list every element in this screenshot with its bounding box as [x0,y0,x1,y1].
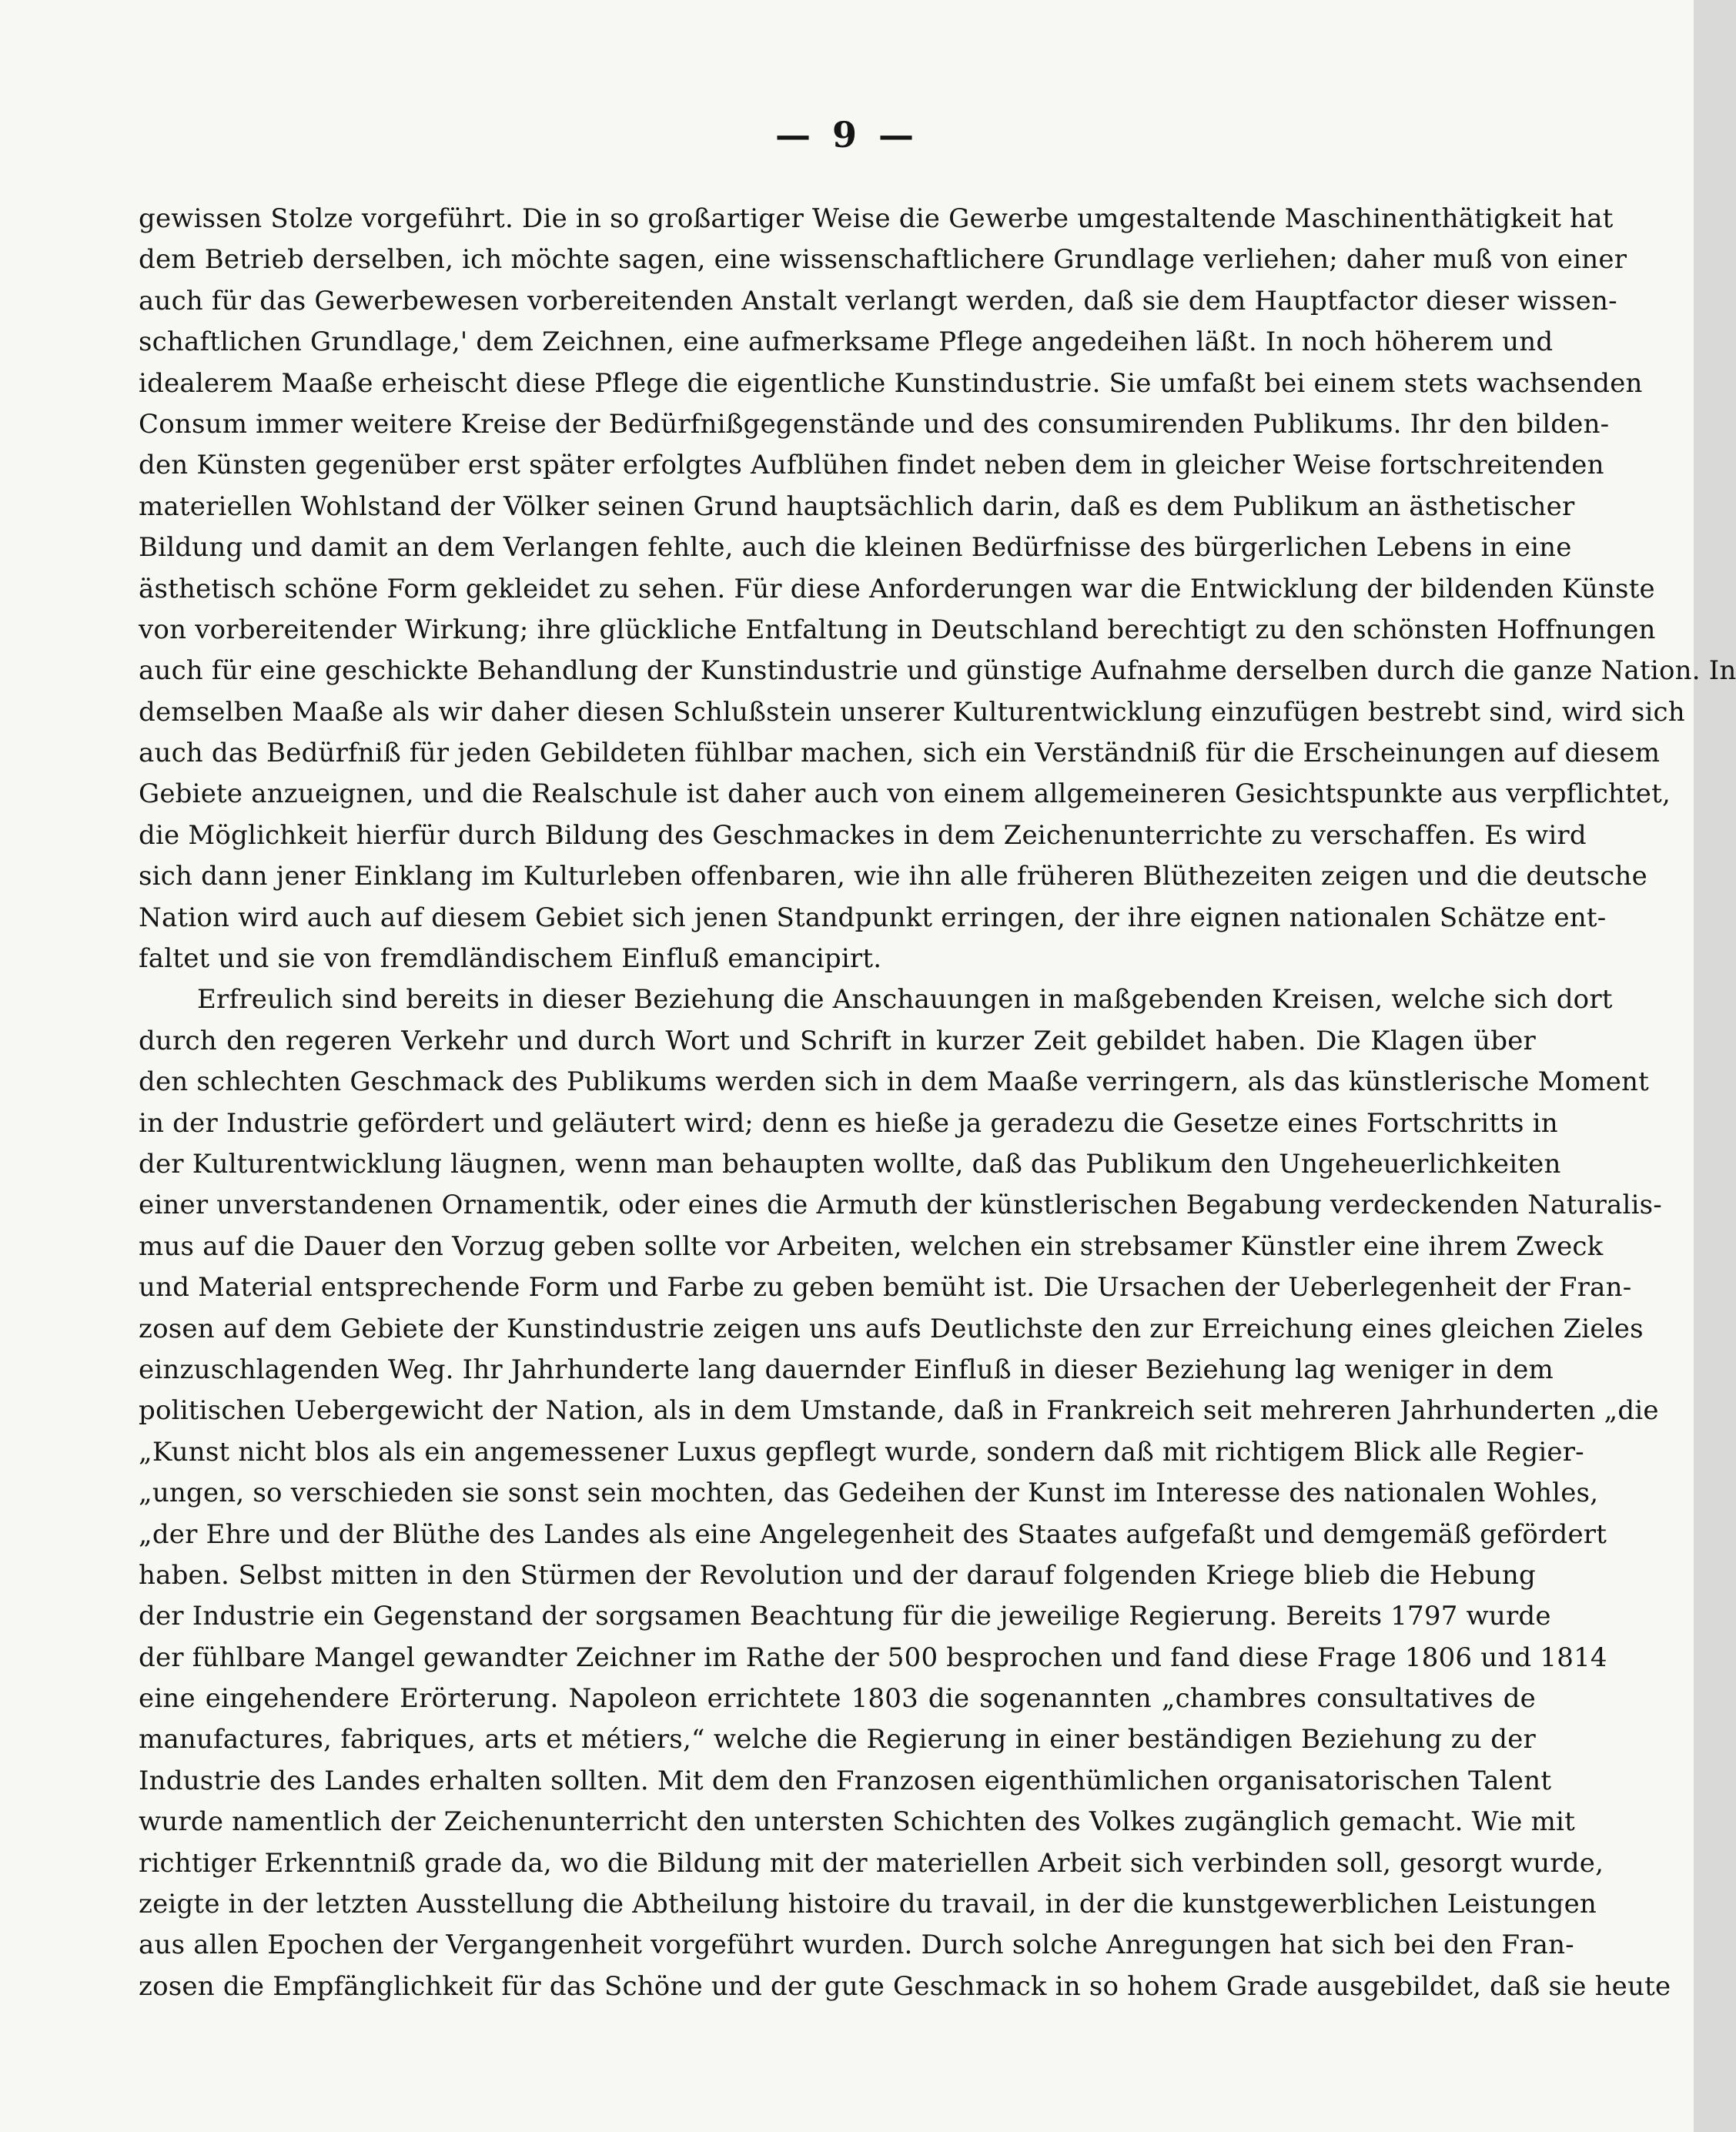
text-line: Nation wird auch auf diesem Gebiet sich jenen Standpunkt erringen, der ihre eignen nationalen Schätze ent- [139,902,1607,933]
body-text [139,199,1736,2007]
text-line: einer unverstandenen Ornamentik, oder eines die Armuth der künstlerischen Begabung verdeckenden Naturalis- [139,1190,1662,1221]
text-line: faltet und sie von fremdländischem Einfluß emancipirt. [139,943,882,975]
text-line: „Kunst nicht blos als ein angemessener Luxus gepflegt wurde, sondern daß mit richtigem Blick alle Regier- [139,1436,1584,1468]
text-line: zosen auf dem Gebiete der Kunstindustrie zeigen uns aufs Deutlichste den zur Erreichung eines gleichen Zieles [139,1313,1644,1344]
text-line: mus auf die Dauer den Vorzug geben sollte vor Arbeiten, welchen ein strebsamer Künstler eine ihrem Zweck [139,1230,1604,1262]
text-line: zeigte in der letzten Ausstellung die Abtheilung histoire du travail, in der die kunstgewerblichen Leistungen [139,1889,1597,1920]
text-line: von vorbereitender Wirkung; ihre glückliche Entfaltung in Deutschland berechtigt zu den schönsten Hoffnungen [139,614,1656,645]
text-line: haben. Selbst mitten in den Stürmen der Revolution und der darauf folgenden Kriege blieb die Hebung [139,1559,1536,1591]
page-number: — 9 — [774,114,919,156]
text-line: zosen die Empfänglichkeit für das Schöne und der gute Geschmack in so hohem Grade ausgebildet, daß sie heute [139,1970,1671,2002]
text-line: der fühlbare Mangel gewandter Zeichner im Rathe der 500 besprochen und fand diese Frage 1806 und 1814 [139,1642,1607,1673]
text-line: schaftlichen Grundlage,' dem Zeichnen, eine aufmerksame Pflege angedeihen läßt. In noch höherem und [139,326,1554,358]
text-line: auch für eine geschickte Behandlung der Kunstindustrie und günstige Aufnahme derselben durch die ganze Nation. In [139,655,1736,687]
text-line: eine eingehendere Erörterung. Napoleon errichtete 1803 die sogenannten „chambres consultatives de [139,1683,1536,1715]
text-line: den schlechten Geschmack des Publikums werden sich in dem Maaße verringern, als das künstlerische Moment [139,1066,1650,1098]
text-line: durch den regeren Verkehr und durch Wort und Schrift in kurzer Zeit gebildet haben. Die Klagen über [139,1025,1536,1056]
text-line: die Möglichkeit hierfür durch Bildung des Geschmackes in dem Zeichenunterrichte zu verschaffen. Es wird [139,819,1587,851]
text-line: manufactures, fabriques, arts et métiers,“ welche die Regierung in einer beständigen Beziehung zu der [139,1724,1536,1755]
text-line: Industrie des Landes erhalten sollten. Mit dem den Franzosen eigenthümlichen organisatorischen Talent [139,1765,1552,1796]
text-line: dem Betrieb derselben, ich möchte sagen, eine wissenschaftlichere Grundlage verliehen; daher muß von einer [139,244,1627,276]
text-line: „der Ehre und der Blüthe des Landes als eine Angelegenheit des Staates aufgefaßt und demgemäß gefördert [139,1518,1607,1550]
paragraph [139,979,1671,2007]
text-line: ästhetisch schöne Form gekleidet zu sehen. Für diese Anforderungen war die Entwicklung der bildenden Künste [139,573,1655,604]
text-line: auch das Bedürfniß für jeden Gebildeten fühlbar machen, sich ein Verständniß für die Erscheinungen auf diesem [139,738,1661,769]
text-line: idealerem Maaße erheischt diese Pflege die eigentliche Kunstindustrie. Sie umfaßt bei einem stets wachsenden [139,367,1643,399]
paragraph [139,199,1736,979]
text-line: auch für das Gewerbewesen vorbereitenden Anstalt verlangt werden, daß sie dem Hauptfactor dieser wissen- [139,285,1617,316]
text-line: einzuschlagenden Weg. Ihr Jahrhunderte lang dauernder Einfluß in dieser Beziehung lag weniger in dem [139,1354,1554,1385]
text-line: demselben Maaße als wir daher diesen Schlußstein unserer Kulturentwicklung einzufügen bestrebt sind, wird sich [139,696,1685,728]
text-line: gewissen Stolze vorgeführt. Die in so großartiger Weise die Gewerbe umgestaltende Maschinenthätigkeit hat [139,203,1614,234]
text-line: Consum immer weitere Kreise der Bedürfnißgegenstände und des consumirenden Publikums. Ihr den bilden- [139,408,1610,440]
text-line: Gebiete anzueignen, und die Realschule ist daher auch von einem allgemeineren Gesichtspunkte aus verpflichtet, [139,778,1671,810]
text-line: richtiger Erkenntniß grade da, wo die Bildung mit der materiellen Arbeit sich verbinden soll, gesorgt wurde, [139,1847,1604,1879]
text-line: aus allen Epochen der Vergangenheit vorgeführt wurden. Durch solche Anregungen hat sich bei den Fran- [139,1930,1574,1961]
text-line: den Künsten gegenüber erst später erfolgtes Aufblühen findet neben dem in gleicher Weise fortschreitenden [139,450,1604,481]
text-line: materiellen Wohlstand der Völker seinen Grund hauptsächlich darin, daß es dem Publikum an ästhetischer [139,490,1575,522]
text-line: Bildung und damit an dem Verlangen fehlte, auch die kleinen Bedürfnisse des bürgerlichen Lebens in eine [139,532,1572,564]
text-line: der Kulturentwicklung läugnen, wenn man behaupten wollte, daß das Publikum den Ungeheuerlichkeiten [139,1148,1561,1180]
text-line: und Material entsprechende Form und Farbe zu geben bemüht ist. Die Ursachen der Ueberlegenheit der Fran- [139,1272,1632,1304]
text-line: sich dann jener Einklang im Kulturleben offenbaren, wie ihn alle früheren Blüthezeiten zeigen und die deutsche [139,861,1647,892]
text-line: Erfreulich sind bereits in dieser Beziehung die Anschauungen in maßgebenden Kreisen, welche sich dort [197,984,1613,1016]
text-line: politischen Uebergewicht der Nation, als in dem Umstande, daß in Frankreich seit mehreren Jahrhunderten „die [139,1395,1659,1427]
text-line: „ungen, so verschieden sie sonst sein mochten, das Gedeihen der Kunst im Interesse des nationalen Wohles, [139,1478,1599,1509]
text-line: in der Industrie gefördert und geläutert wird; denn es hieße ja geradezu die Gesetze eines Fortschritts in [139,1107,1558,1139]
text-line: wurde namentlich der Zeichenunterricht den untersten Schichten des Volkes zugänglich gemacht. Wie mit [139,1806,1575,1838]
text-line: der Industrie ein Gegenstand der sorgsamen Beachtung für die jeweilige Regierung. Bereits 1797 wurde [139,1601,1551,1632]
